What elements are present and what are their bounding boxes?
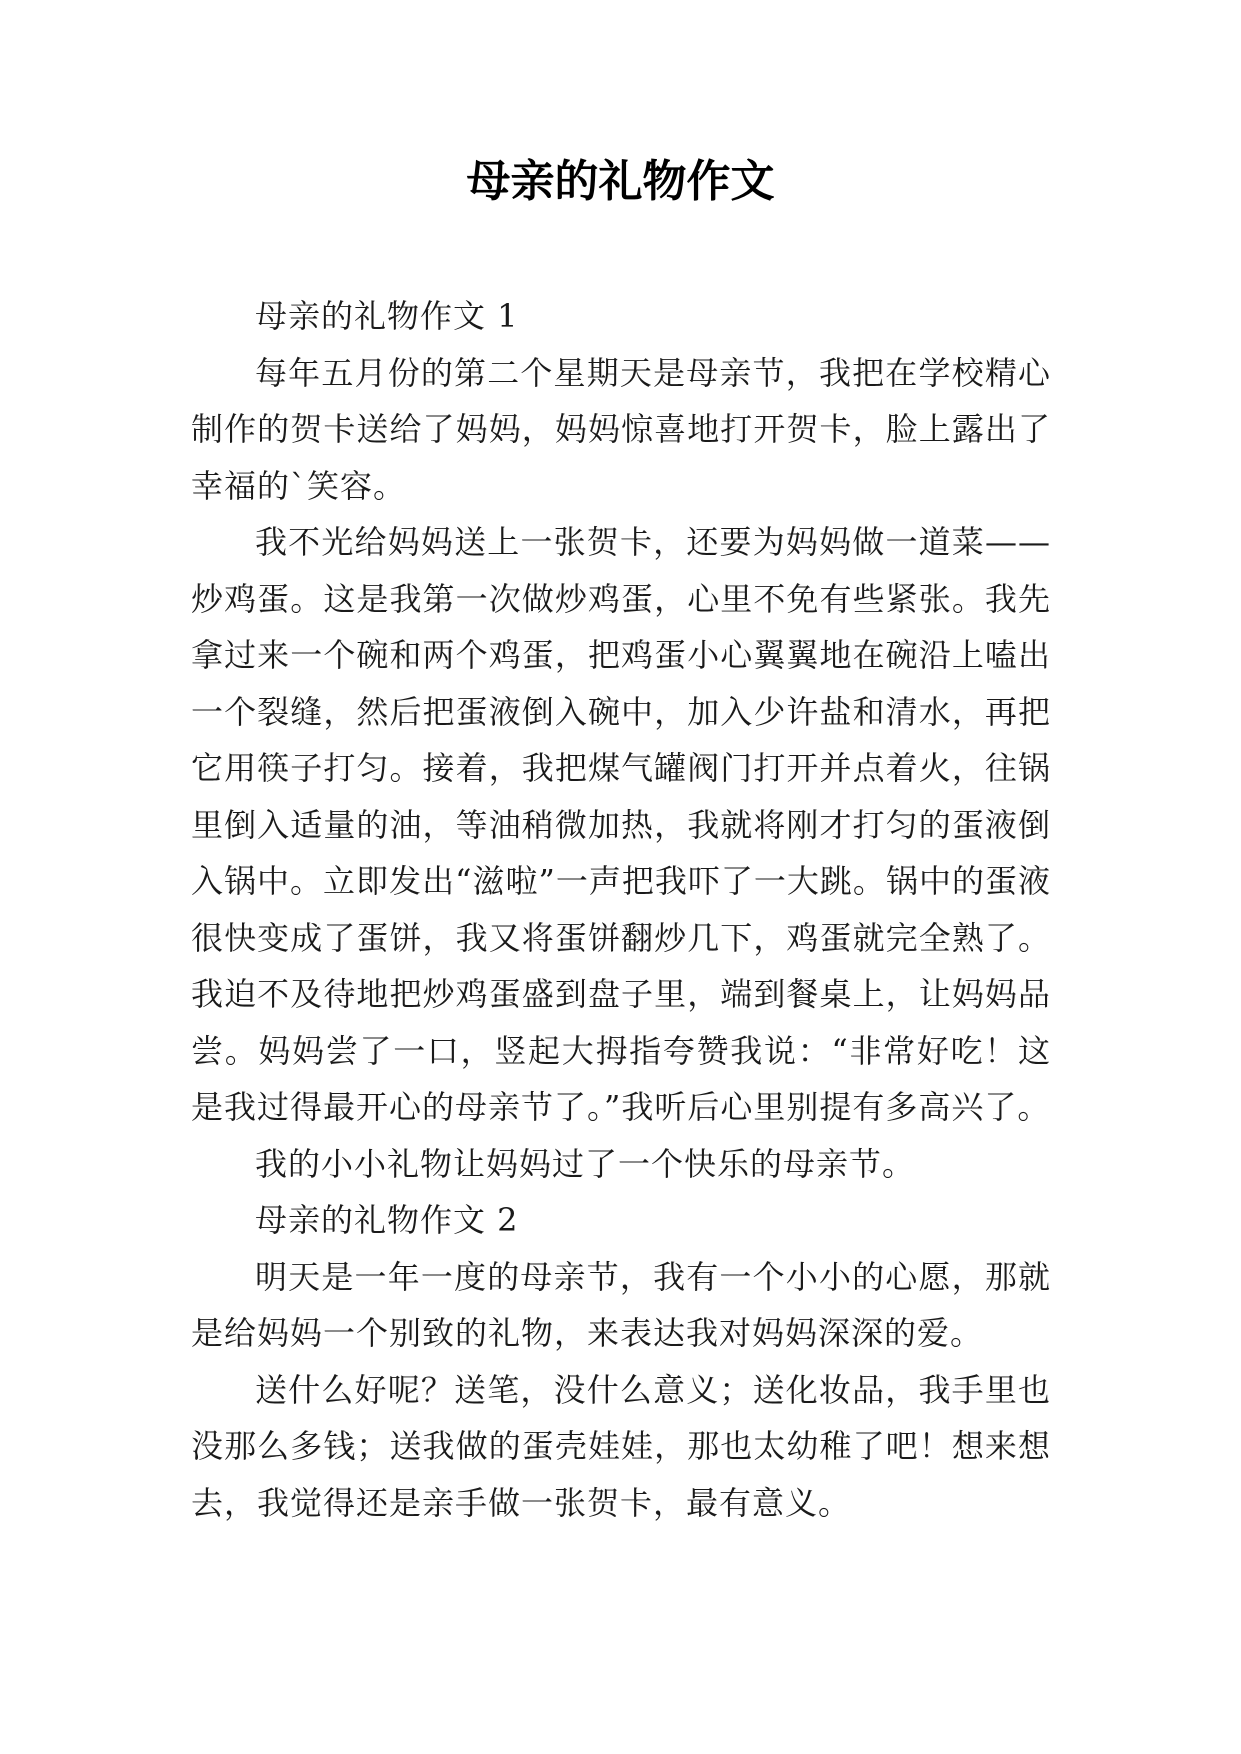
- paragraph: 我不光给妈妈送上一张贺卡，还要为妈妈做一道菜——炒鸡蛋。这是我第一次做炒鸡蛋，心里不免有些紧张。我先拿过来一个碗和两个鸡蛋，把鸡蛋小心翼翼地在碗沿上嗑出一个裂缝，然后把蛋液倒入碗中，加入少许盐和清水，再把它用筷子打匀。接着，我把煤气罐阀门打开并点着火，往锅里倒入适量的油，等油稍微加热，我就将刚才打匀的蛋液倒入锅中。立即发出“滋啦”一声把我吓了一大跳。锅中的蛋液很快变成了蛋饼，我又将蛋饼翻炒几下，鸡蛋就完全熟了。我迫不及待地把炒鸡蛋盛到盘子里，端到餐桌上，让妈妈品尝。妈妈尝了一口，竖起大拇指夸赞我说：“非常好吃！这是我过得最开心的母亲节了。”我听后心里别提有多高兴了。: [191, 523, 1051, 1126]
- section-heading-2: 母亲的礼物作文 2: [255, 1201, 519, 1239]
- section-heading-1: 母亲的礼物作文 1: [255, 297, 519, 335]
- paragraph: 我的小小礼物让妈妈过了一个快乐的母亲节。: [255, 1144, 916, 1183]
- paragraph: 每年五月份的第二个星期天是母亲节，我把在学校精心制作的贺卡送给了妈妈，妈妈惊喜地打开贺卡，脸上露出了幸福的`笑容。: [191, 353, 1051, 505]
- paragraph: 送什么好呢？送笔，没什么意义；送化妆品，我手里也没那么多钱；送我做的蛋壳娃娃，那也太幼稚了吧！想来想去，我觉得还是亲手做一张贺卡，最有意义。: [191, 1370, 1051, 1522]
- document-body: [191, 288, 1051, 1531]
- paragraph: 明天是一年一度的母亲节，我有一个小小的心愿，那就是给妈妈一个别致的礼物，来表达我对妈妈深深的爱。: [191, 1257, 1051, 1352]
- document-title: 母亲的礼物作文: [466, 156, 775, 207]
